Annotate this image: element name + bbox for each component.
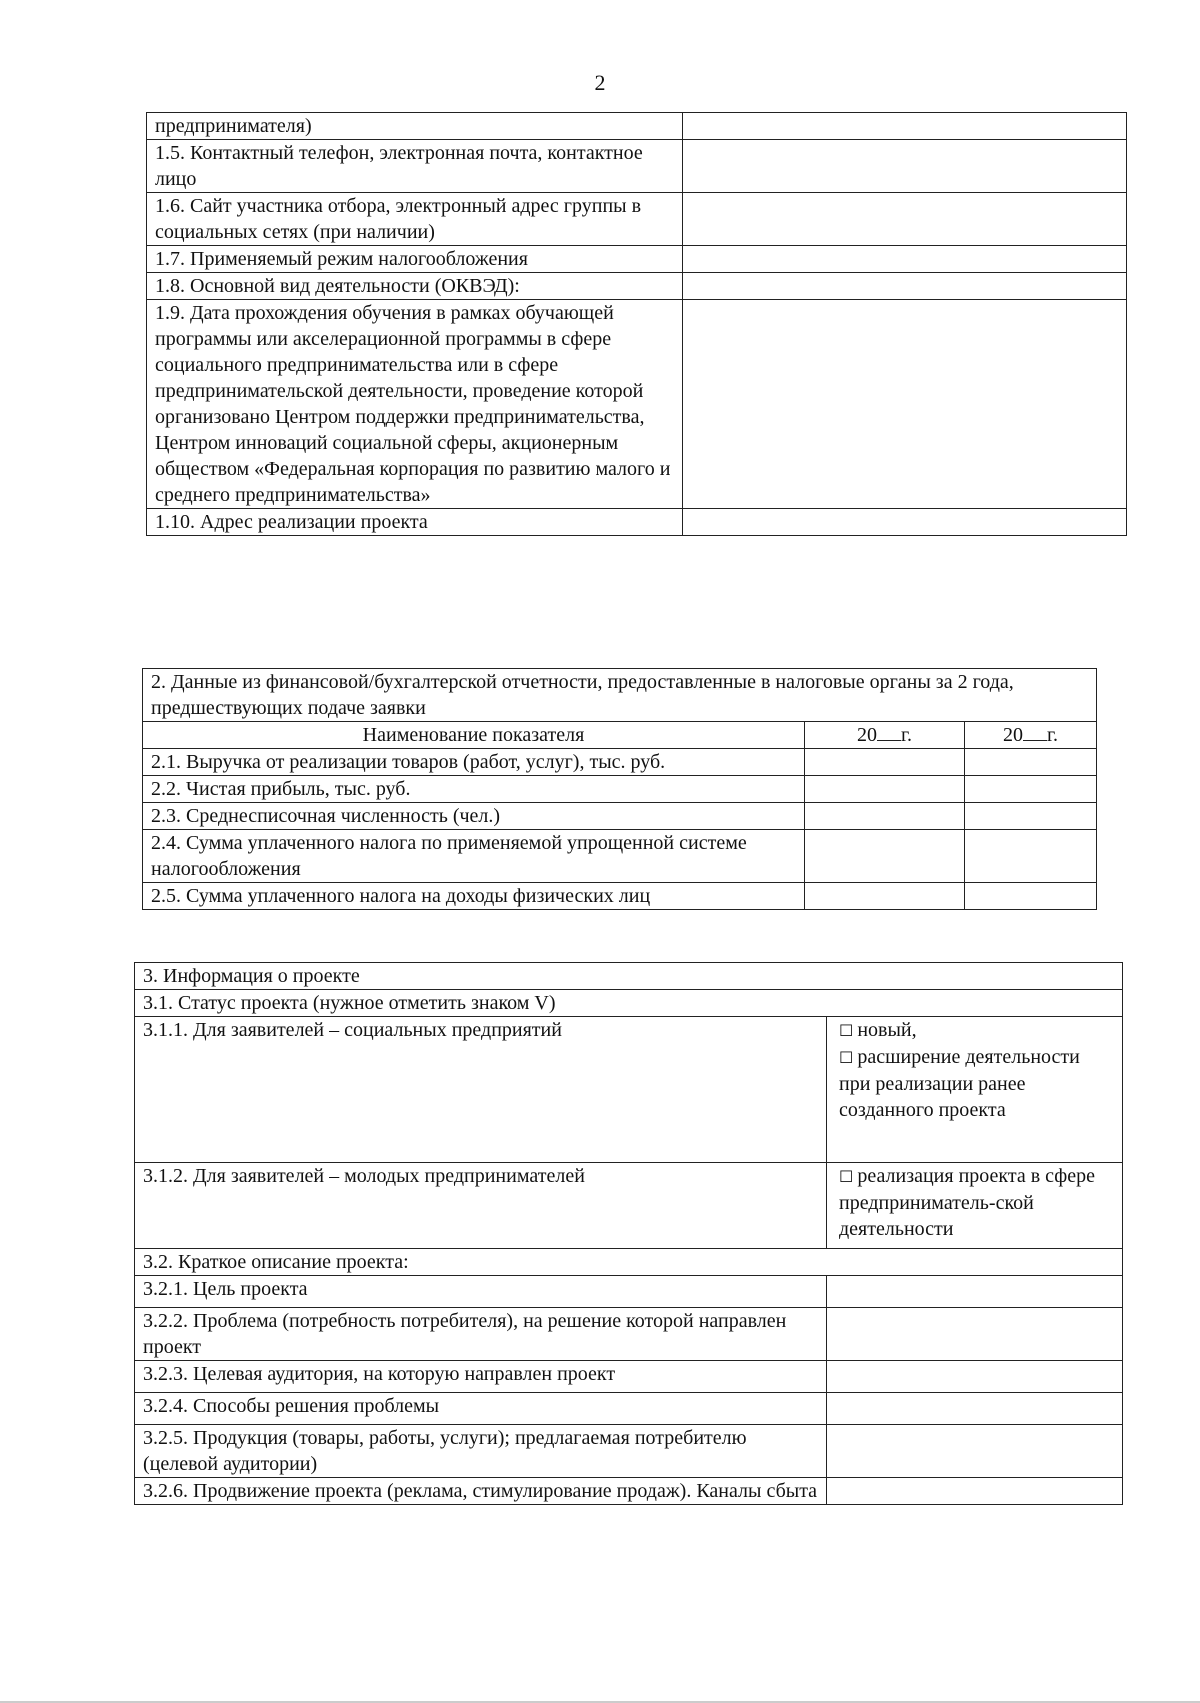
year-1-value-cell[interactable]: [805, 776, 965, 803]
table-title-row: [143, 669, 1097, 722]
table-row: [147, 300, 1127, 509]
checkbox-icon[interactable]: ☐: [839, 1048, 854, 1067]
table-row: [147, 140, 1127, 193]
table-subtitle-row: [135, 1249, 1123, 1276]
row-value-cell[interactable]: [683, 193, 1127, 246]
table-row: [147, 113, 1127, 140]
row-label: 1.7. Применяемый режим налогообложения: [147, 246, 683, 273]
year-1-value-cell[interactable]: [805, 830, 965, 883]
year-suffix: г.: [901, 724, 912, 746]
row-value-cell[interactable]: [683, 509, 1127, 536]
row-label: 3.2.5. Продукция (товары, работы, услуги); предлагаемая потребителю (целевой аудитории): [135, 1425, 827, 1478]
table-row: [135, 1361, 1123, 1393]
table-row: [135, 1393, 1123, 1425]
row-label: 3.1.2. Для заявителей – молодых предпринимателей: [135, 1163, 827, 1249]
table-row: [135, 1163, 1123, 1249]
row-label: 2.3. Среднесписочная численность (чел.): [143, 803, 805, 830]
table-row: [143, 749, 1097, 776]
row-label: 3.2.2. Проблема (потребность потребителя), на решение которой направлен проект: [135, 1308, 827, 1361]
row-label: 1.6. Сайт участника отбора, электронный адрес группы в социальных сетях (при наличии): [147, 193, 683, 246]
year-prefix: 20: [857, 724, 878, 746]
option-entrepreneurship[interactable]: [839, 1163, 1114, 1242]
applicant-info-table: [146, 112, 1127, 536]
year-1-value-cell[interactable]: [805, 883, 965, 910]
project-info-table: [134, 962, 1123, 1505]
table-row: [143, 803, 1097, 830]
row-label: 3.2.1. Цель проекта: [135, 1276, 827, 1308]
year-2-value-cell[interactable]: [965, 883, 1097, 910]
option-label: реализация проекта в сфере предприниматель-ской деятельности: [839, 1165, 1095, 1240]
column-header-year-2[interactable]: [965, 722, 1097, 749]
row-label: 3.2.4. Способы решения проблемы: [135, 1393, 827, 1425]
section-title: 3. Информация о проекте: [135, 963, 1123, 990]
row-label: 2.4. Сумма уплаченного налога по применяемой упрощенной системе налогообложения: [143, 830, 805, 883]
checkbox-icon[interactable]: ☐: [839, 1167, 854, 1186]
row-label: 1.10. Адрес реализации проекта: [147, 509, 683, 536]
table-header-row: [143, 722, 1097, 749]
page-number: 2: [594, 70, 606, 95]
table-row: [147, 273, 1127, 300]
row-label: предпринимателя): [147, 113, 683, 140]
year-2-value-cell[interactable]: [965, 749, 1097, 776]
year-blank[interactable]: [877, 722, 901, 741]
row-value-cell[interactable]: [827, 1478, 1123, 1505]
row-value-cell[interactable]: [827, 1425, 1123, 1478]
table-title-row: [135, 963, 1123, 990]
option-expansion[interactable]: [839, 1044, 1114, 1123]
section-title: 2. Данные из финансовой/бухгалтерской отчетности, предоставленные в налоговые органы за 2 года, предшествующих подаче заявки: [143, 669, 1097, 722]
table-row: [147, 246, 1127, 273]
row-value-cell[interactable]: [827, 1276, 1123, 1308]
row-value-cell[interactable]: [683, 246, 1127, 273]
table-row: [147, 509, 1127, 536]
option-label: расширение деятельности при реализации ранее созданного проекта: [839, 1046, 1080, 1121]
table-row: [147, 193, 1127, 246]
row-label: 1.5. Контактный телефон, электронная почта, контактное лицо: [147, 140, 683, 193]
option-new[interactable]: [839, 1017, 1114, 1044]
year-2-value-cell[interactable]: [965, 830, 1097, 883]
status-options-cell: [827, 1017, 1123, 1163]
row-label: 2.1. Выручка от реализации товаров (работ, услуг), тыс. руб.: [143, 749, 805, 776]
column-header-indicator: Наименование показателя: [143, 722, 805, 749]
row-label: 3.2.3. Целевая аудитория, на которую направлен проект: [135, 1361, 827, 1393]
table-row: [135, 1017, 1123, 1163]
row-label: 1.8. Основной вид деятельности (ОКВЭД):: [147, 273, 683, 300]
checkbox-icon[interactable]: ☐: [839, 1021, 854, 1040]
row-label: 2.5. Сумма уплаченного налога на доходы физических лиц: [143, 883, 805, 910]
year-2-value-cell[interactable]: [965, 803, 1097, 830]
row-label: 3.2.6. Продвижение проекта (реклама, стимулирование продаж). Каналы сбыта: [135, 1478, 827, 1505]
row-value-cell[interactable]: [683, 273, 1127, 300]
column-header-year-1[interactable]: [805, 722, 965, 749]
table-row: [135, 1276, 1123, 1308]
row-label: 2.2. Чистая прибыль, тыс. руб.: [143, 776, 805, 803]
table-row: [135, 1308, 1123, 1361]
row-value-cell[interactable]: [683, 140, 1127, 193]
financial-data-table: [142, 668, 1097, 910]
year-suffix: г.: [1047, 724, 1058, 746]
table-subtitle-row: [135, 990, 1123, 1017]
year-prefix: 20: [1003, 724, 1024, 746]
table-row: [135, 1425, 1123, 1478]
row-value-cell[interactable]: [827, 1308, 1123, 1361]
table-row: [143, 830, 1097, 883]
row-value-cell[interactable]: [827, 1361, 1123, 1393]
status-options-cell: [827, 1163, 1123, 1249]
table-row: [143, 776, 1097, 803]
table-row: [135, 1478, 1123, 1505]
row-value-cell[interactable]: [683, 113, 1127, 140]
status-title: 3.1. Статус проекта (нужное отметить знаком V): [135, 990, 1123, 1017]
row-value-cell[interactable]: [683, 300, 1127, 509]
year-blank[interactable]: [1023, 722, 1047, 741]
description-title: 3.2. Краткое описание проекта:: [135, 1249, 1123, 1276]
row-label: 1.9. Дата прохождения обучения в рамках обучающей программы или акселерационной программы в сфере социального предпринимательства или в сфере предпринимательской деятельности, проведение которой организовано Центром поддержки предпринимательства, Центром инноваций социальной сферы, акционерным обществом «Федеральная корпорация по развитию малого и среднего предпринимательства»: [147, 300, 683, 509]
row-label: 3.1.1. Для заявителей – социальных предприятий: [135, 1017, 827, 1163]
year-1-value-cell[interactable]: [805, 803, 965, 830]
row-value-cell[interactable]: [827, 1393, 1123, 1425]
year-2-value-cell[interactable]: [965, 776, 1097, 803]
table-row: [143, 883, 1097, 910]
option-label: новый,: [857, 1019, 917, 1041]
year-1-value-cell[interactable]: [805, 749, 965, 776]
